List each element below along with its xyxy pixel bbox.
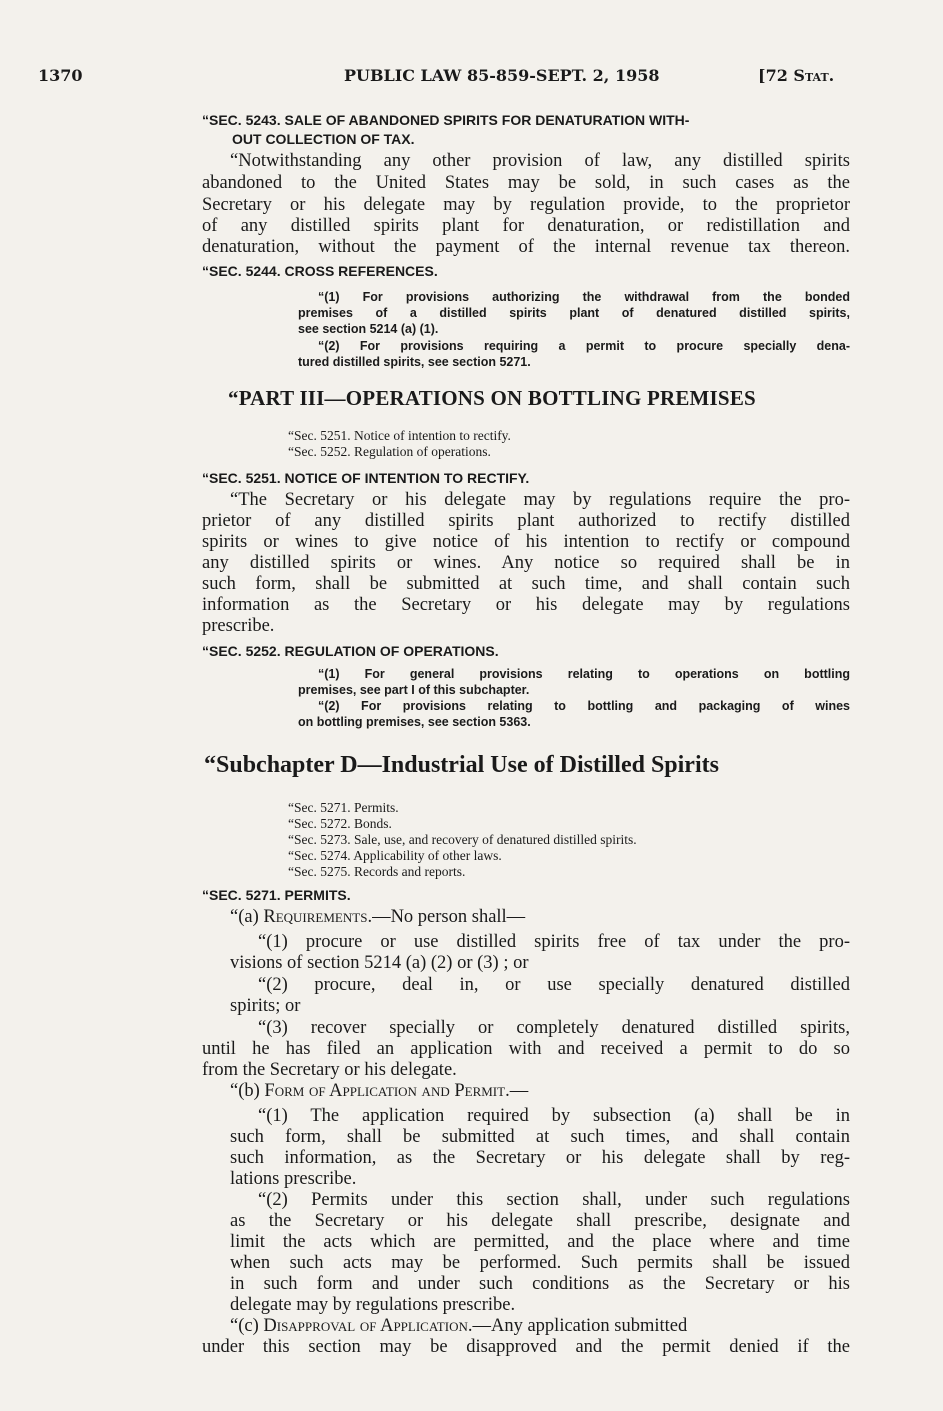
body-line: limit the acts which are permitted, and the place where and time <box>230 1232 850 1252</box>
section-heading: OUT COLLECTION OF TAX. <box>232 131 415 147</box>
cross-reference: “(2) For provisions relating to bottling and packaging of wines <box>318 699 850 713</box>
body-line: delegate may by regulations prescribe. <box>230 1295 516 1315</box>
body-line: Secretary or his delegate may by regulation provide, to the proprietor <box>202 195 850 215</box>
body-line: visions of section 5214 (a) (2) or (3) ; or <box>230 953 529 973</box>
section-heading: “SEC. 5252. REGULATION OF OPERATIONS. <box>202 643 499 659</box>
toc-entry: “Sec. 5251. Notice of intention to rectify. <box>288 428 511 443</box>
body-line: in such form and under such conditions as the Secretary or his <box>230 1274 850 1294</box>
body-line: “(2) Permits under this section shall, under such regulations <box>258 1190 850 1210</box>
statute-reference: [72 Stat. <box>758 66 835 85</box>
body-line: “Notwithstanding any other provision of law, any distilled spirits <box>230 151 850 171</box>
toc-entry: “Sec. 5275. Records and reports. <box>288 864 466 879</box>
running-title: PUBLIC LAW 85-859-SEPT. 2, 1958 <box>344 66 660 85</box>
subsection-b-heading: “(b) Form of Application and Permit.— <box>230 1081 529 1101</box>
subsection-c-heading: “(c) Disapproval of Application.—Any application submitted <box>230 1316 688 1336</box>
cross-reference: tured distilled spirits, see section 5271. <box>298 355 531 369</box>
body-line: “(1) procure or use distilled spirits free of tax under the pro- <box>258 932 850 952</box>
body-line: “(1) The application required by subsection (a) shall be in <box>258 1106 850 1126</box>
section-heading: “SEC. 5244. CROSS REFERENCES. <box>202 263 438 279</box>
body-line: “The Secretary or his delegate may by regulations require the pro- <box>230 490 850 510</box>
body-line: prescribe. <box>202 616 275 636</box>
body-line: any distilled spirits or wines. Any notice so required shall be in <box>202 553 850 573</box>
subchapter-title: “Subchapter D—Industrial Use of Distilled Spirits <box>204 752 719 778</box>
body-line: abandoned to the United States may be sold, in such cases as the <box>202 173 850 193</box>
section-heading: “SEC. 5243. SALE OF ABANDONED SPIRITS FOR DENATURATION WITH- <box>202 112 690 128</box>
body-line: lations prescribe. <box>230 1169 357 1189</box>
body-line: “(2) procure, deal in, or use specially denatured distilled <box>258 975 850 995</box>
body-line: spirits or wines to give notice of his intention to rectify or compound <box>202 532 850 552</box>
toc-entry: “Sec. 5272. Bonds. <box>288 816 392 831</box>
body-line: such information, as the Secretary or his delegate shall by reg- <box>230 1148 850 1168</box>
body-line: until he has filed an application with and received a permit to do so <box>202 1039 850 1059</box>
toc-entry: “Sec. 5274. Applicability of other laws. <box>288 848 502 863</box>
cross-reference: “(1) For general provisions relating to operations on bottling <box>318 667 850 681</box>
cross-reference: “(1) For provisions authorizing the withdrawal from the bonded <box>318 290 850 304</box>
body-line: such form, shall be submitted at such time, and shall contain such <box>202 574 850 594</box>
toc-entry: “Sec. 5252. Regulation of operations. <box>288 444 491 459</box>
toc-entry: “Sec. 5271. Permits. <box>288 800 399 815</box>
body-line: as the Secretary or his delegate shall prescribe, designate and <box>230 1211 850 1231</box>
cross-reference: on bottling premises, see section 5363. <box>298 715 531 729</box>
subsection-a-heading: “(a) Requirements.—No person shall— <box>230 907 526 927</box>
section-heading: “SEC. 5271. PERMITS. <box>202 887 351 903</box>
body-line: “(3) recover specially or completely denatured distilled spirits, <box>258 1018 850 1038</box>
cross-reference: “(2) For provisions requiring a permit to procure specially dena- <box>318 339 850 353</box>
cross-reference: premises, see part I of this subchapter. <box>298 683 530 697</box>
body-line: from the Secretary or his delegate. <box>202 1060 457 1080</box>
body-line: spirits; or <box>230 996 301 1016</box>
body-line: denaturation, without the payment of the internal revenue tax thereon. <box>202 237 850 257</box>
cross-reference: see section 5214 (a) (1). <box>298 322 439 336</box>
body-line: prietor of any distilled spirits plant authorized to rectify distilled <box>202 511 850 531</box>
part-title: “PART III—OPERATIONS ON BOTTLING PREMISES <box>228 386 756 410</box>
body-line: of any distilled spirits plant for denaturation, or redistillation and <box>202 216 850 236</box>
toc-entry: “Sec. 5273. Sale, use, and recovery of denatured distilled spirits. <box>288 832 637 847</box>
cross-reference: premises of a distilled spirits plant of denatured distilled spirits, <box>298 306 850 320</box>
section-heading: “SEC. 5251. NOTICE OF INTENTION TO RECTIFY. <box>202 470 530 486</box>
body-line: under this section may be disapproved and the permit denied if the <box>202 1337 850 1357</box>
page-number: 1370 <box>38 66 83 85</box>
body-line: such form, shall be submitted at such times, and shall contain <box>230 1127 850 1147</box>
body-line: information as the Secretary or his delegate may by regulations <box>202 595 850 615</box>
body-line: when such acts may be performed. Such permits shall be issued <box>230 1253 850 1273</box>
